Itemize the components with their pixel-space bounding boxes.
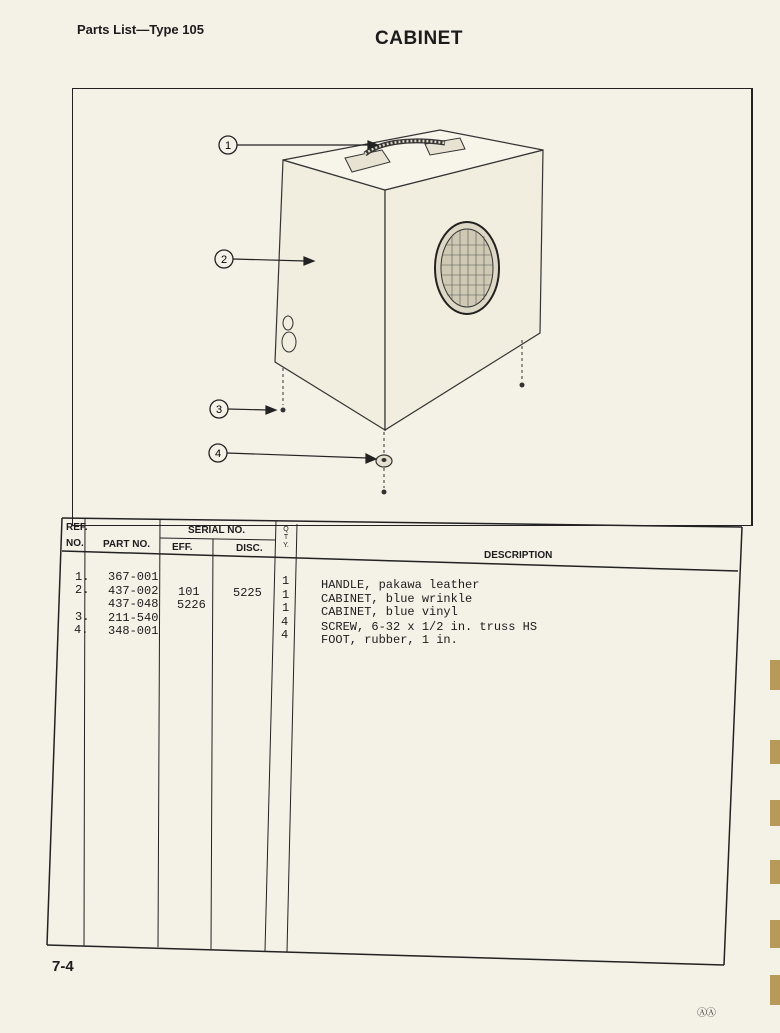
disc-cell: 5225 (233, 586, 262, 600)
qty-cell: 1 (282, 601, 290, 615)
description-cell: CABINET, blue wrinkle (321, 592, 473, 606)
header-parts-list: Parts List—Type 105 (77, 22, 204, 37)
ref-no-cell: 4. (74, 623, 89, 637)
page-edge-tab (770, 800, 780, 826)
description-cell: HANDLE, pakawa leather (321, 578, 480, 592)
publisher-mark: ⒶⒶ (697, 1008, 715, 1019)
qty-cell: 4 (281, 615, 289, 629)
part-no-cell: 348-001 (108, 624, 159, 638)
svg-text:2: 2 (220, 254, 228, 266)
description-cell: SCREW, 6-32 x 1/2 in. truss HS (321, 620, 538, 634)
ref-no-cell: 1. (75, 570, 90, 584)
ref-no-cell: 2. (75, 583, 90, 597)
header-disc: DISC. (236, 543, 263, 554)
header-serial-no: SERIAL NO. (188, 525, 246, 536)
svg-text:3: 3 (215, 404, 223, 416)
eff-cell: 101 (178, 585, 200, 599)
qty-cell: 1 (282, 588, 290, 602)
page-number: 7-4 (52, 958, 74, 975)
header-ref: REF. (66, 522, 88, 533)
page-edge-tab (770, 975, 780, 1005)
qty-cell: 1 (282, 574, 290, 588)
part-no-cell: 437-048 (108, 597, 159, 611)
header-eff: EFF. (172, 542, 193, 553)
qty-cell: 4 (281, 628, 289, 642)
part-no-cell: 437-002 (108, 584, 159, 598)
header-description: DESCRIPTION (484, 550, 553, 561)
svg-text:1: 1 (224, 140, 232, 152)
page-edge-tab (770, 660, 780, 690)
description-cell: FOOT, rubber, 1 in. (321, 633, 458, 647)
page-title: CABINET (375, 28, 463, 49)
svg-text:4: 4 (214, 448, 222, 460)
description-cell: CABINET, blue vinyl (321, 605, 458, 619)
part-no-cell: 211-540 (108, 611, 159, 625)
page-edge-tab (770, 740, 780, 764)
header-part-no: PART NO. (103, 539, 151, 550)
header-ref-no: NO. (66, 538, 84, 549)
eff-cell: 5226 (177, 598, 206, 612)
ref-no-cell: 3. (75, 610, 90, 624)
page-edge-tab (770, 920, 780, 948)
page-edge-tab (770, 860, 780, 884)
part-no-cell: 367-001 (108, 570, 159, 584)
header-qty: Q T Y. (283, 526, 289, 549)
